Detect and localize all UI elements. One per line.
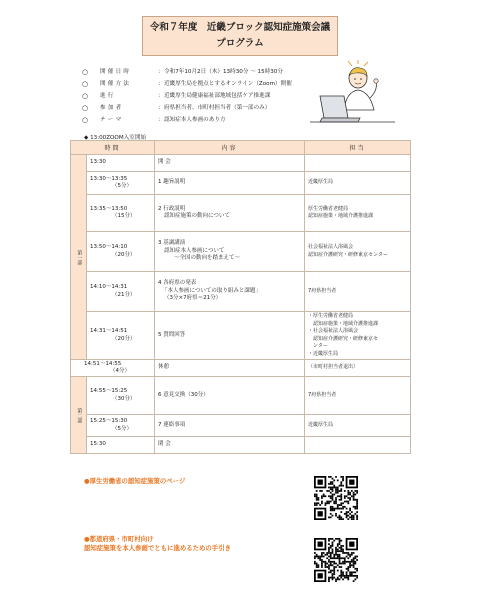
qr-code-icon <box>314 476 358 520</box>
guide-link[interactable]: ●都道府県・市町村向け 認知症施策を本人参画でともに進めるための手引き <box>84 535 231 552</box>
table-row <box>71 232 411 272</box>
row-time: 14:51～14:55 （4分） <box>71 360 155 377</box>
row-time: 15:30 <box>87 437 155 454</box>
table-row-break <box>71 360 411 377</box>
row-time: 14:31～14:51 （20分） <box>87 312 155 360</box>
meeting-info <box>82 66 322 126</box>
header-staff: 担当 <box>305 141 411 155</box>
row-time: 14:55～15:25 （30分） <box>87 377 155 415</box>
header-time: 時間 <box>71 141 155 155</box>
qr-code-icon <box>314 538 358 582</box>
zoom-entry-note: ◆ 13:00ZOOM入室開始 <box>84 135 147 141</box>
row-staff: 7府県担当者 <box>305 272 411 312</box>
row-staff: 社会福祉法人浴風会 認知症介護研究・研修東京センター <box>305 232 411 272</box>
table-header-row <box>71 141 411 155</box>
row-staff: 近畿厚生局 <box>305 172 411 195</box>
info-row-method: ○ 開催方法 ： 近畿厚生局を拠点とするオンライン（Zoom）開催 <box>82 80 292 88</box>
row-time: 13:30～13:35 （5分） <box>87 172 155 195</box>
info-row-theme: ○ テーマ ： 認知症本人参画のあり方 <box>82 116 226 124</box>
row-time: 15:25～15:30 （5分） <box>87 415 155 437</box>
info-row-host: ○ 進行 ： 近畿厚生局健康福祉部地域包括ケア推進課 <box>82 92 271 100</box>
person-with-laptop-illustration <box>300 60 400 130</box>
page-subtitle: プログラム <box>216 38 264 49</box>
title-box <box>142 16 338 56</box>
program-table <box>70 140 411 454</box>
row-time: 13:35～13:50 （15分） <box>87 195 155 232</box>
row-content: 5 質問回答 <box>155 312 305 360</box>
row-time: 13:30 <box>87 155 155 172</box>
table-row <box>71 155 411 172</box>
table-row <box>71 415 411 437</box>
session-1-label: 第一部 <box>71 155 87 360</box>
row-content: 1 趣旨説明 <box>155 172 305 195</box>
row-staff: 厚生労働省老健局 認知症施策・地域介護推進課 <box>305 195 411 232</box>
page-title: 令和７年度 近畿ブロック認知症施策会議 <box>149 22 331 33</box>
info-row-datetime: ○ 開催日時 ： 令和7年10月2日（木）13時30分 ～ 15時30分 <box>82 68 283 76</box>
row-staff: 近畿厚生局 <box>305 415 411 437</box>
row-content: 4 各府県の発表 「本人参画についての取り組みと課題」 （3分×7府県＝21分） <box>155 272 305 312</box>
row-time: 13:50～14:10 （20分） <box>87 232 155 272</box>
row-content: 6 意見交換（30分） <box>155 377 305 415</box>
header-content: 内容 <box>155 141 305 155</box>
row-time: 14:10～14:31 （21分） <box>87 272 155 312</box>
row-staff: （市町村担当者退出） <box>305 360 411 377</box>
row-staff: 7府県担当者 <box>305 377 411 415</box>
mhlw-dementia-policy-link[interactable]: ●厚生労働省の認知症施策のページ <box>84 477 186 485</box>
row-content: 2 行政説明 認知症施策の動向について <box>155 195 305 232</box>
row-staff <box>305 437 411 454</box>
row-content: 7 連絡事項 <box>155 415 305 437</box>
table-row <box>71 437 411 454</box>
table-row <box>71 195 411 232</box>
table-row <box>71 272 411 312</box>
session-2-label: 第二部 <box>71 377 87 454</box>
info-row-participants: ○ 参加者 ： 府県担当者、市町村担当者（第一部のみ） <box>82 104 271 112</box>
table-row <box>71 312 411 360</box>
table-row <box>71 172 411 195</box>
row-content: 3 基調講演 認知症本人参画について ～全国の動向を踏まえて～ <box>155 232 305 272</box>
row-staff <box>305 155 411 172</box>
row-content: 開 会 <box>155 155 305 172</box>
row-content: 休憩 <box>155 360 305 377</box>
row-content: 閉 会 <box>155 437 305 454</box>
table-row <box>71 377 411 415</box>
row-staff: ・厚生労働省老健局 認知症施策・地域介護推進課 ・社会福祉法人浴風会 認知症介護研究・研修東京セ ンター ・近畿厚生局 <box>305 312 411 360</box>
